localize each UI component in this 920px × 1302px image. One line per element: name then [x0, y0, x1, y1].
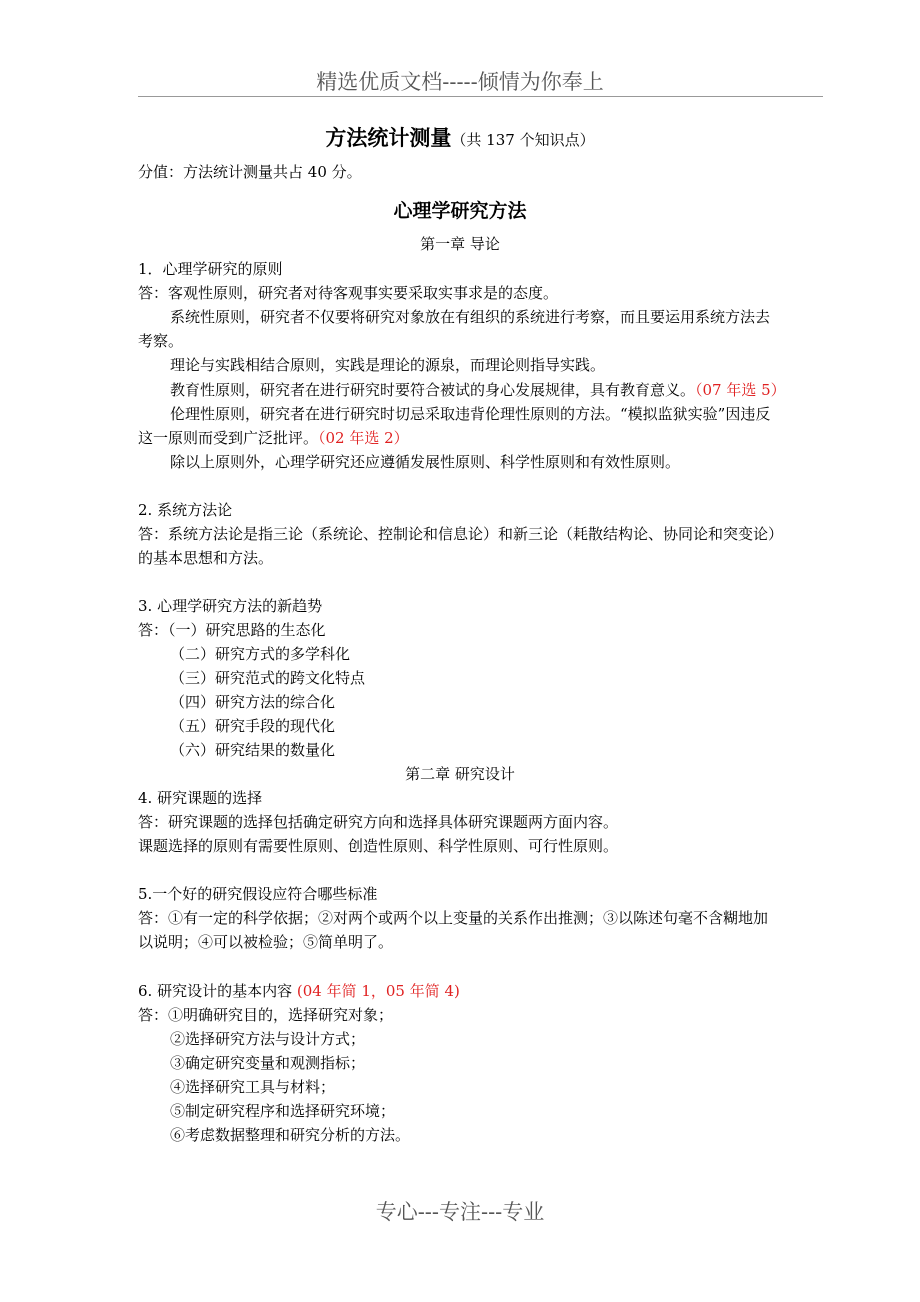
- q1-answer-other: 除以上原则外，心理学研究还应遵循发展性原则、科学性原则和有效性原则。: [170, 453, 681, 471]
- exam-note: （02 年选 2）: [318, 429, 409, 447]
- list-item: ③确定研究变量和观测指标；: [170, 1054, 366, 1072]
- title-main: 方法统计测量: [325, 125, 452, 150]
- q2-title: 2. 系统方法论: [138, 501, 233, 519]
- chapter-1-heading: 第一章 导论: [420, 235, 500, 253]
- q1-educational-text: 教育性原则，研究者在进行研究时要符合被试的身心发展规律，具有教育意义。: [170, 381, 696, 399]
- list-item: （四）研究方法的综合化: [170, 693, 336, 711]
- exam-note: （07 年选 5）: [695, 381, 786, 399]
- header-divider: [138, 96, 823, 97]
- q1-answer-ethical: 伦理性原则，研究者在进行研究时切忌采取违背伦理性原则的方法。“模拟监狱实验”因违反: [170, 405, 771, 423]
- q5-answer: 答：①有一定的科学依据；②对两个或两个以上变量的关系作出推测；③以陈述句毫不含糊地加: [138, 909, 769, 927]
- q2-answer-cont: 的基本思想和方法。: [138, 549, 274, 567]
- list-item: （五）研究手段的现代化: [170, 717, 336, 735]
- q1-answer-ethical-cont: [138, 428, 409, 448]
- score-line: 分值：方法统计测量共占 40 分。: [138, 163, 362, 181]
- q1-answer-objective: 答：客观性原则，研究者对待客观事实要采取实事求是的态度。: [138, 284, 559, 302]
- q1-answer-educational: [170, 380, 786, 400]
- chapter-2-heading: 第二章 研究设计: [405, 765, 515, 783]
- list-item: （三）研究范式的跨文化特点: [170, 669, 366, 687]
- list-item: 答：①明确研究目的，选择研究对象；: [138, 1006, 394, 1024]
- page-footer: 专心---专注---专业: [375, 1200, 545, 1224]
- q1-answer-systemic: 系统性原则，研究者不仅要将研究对象放在有组织的系统进行考察，而且要运用系统方法去: [170, 308, 771, 326]
- q1-title: 1．心理学研究的原则: [138, 260, 283, 278]
- q5-title: 5.一个好的研究假设应符合哪些标准: [138, 885, 378, 903]
- list-item: 答：（一）研究思路的生态化: [138, 621, 326, 639]
- list-item: ⑥考虑数据整理和研究分析的方法。: [170, 1126, 411, 1144]
- list-item: （二）研究方式的多学科化: [170, 645, 351, 663]
- q6-title: [138, 981, 460, 1001]
- q3-title: 3. 心理学研究方法的新趋势: [138, 597, 323, 615]
- page-header: 精选优质文档-----倾情为你奉上: [316, 70, 604, 94]
- list-item: ②选择研究方法与设计方式；: [170, 1030, 366, 1048]
- q1-ethical-text: 这一原则而受到广泛批评。: [138, 429, 319, 447]
- q5-answer-cont: 以说明；④可以被检验；⑤简单明了。: [138, 933, 394, 951]
- list-item: ⑤制定研究程序和选择研究环境；: [170, 1102, 396, 1120]
- q1-answer-theory-practice: 理论与实践相结合原则，实践是理论的源泉，而理论则指导实践。: [170, 356, 606, 374]
- exam-note: (04 年简 1，05 年简 4): [296, 982, 460, 1000]
- q4-title: 4. 研究课题的选择: [138, 789, 263, 807]
- q4-answer-principles: 课题选择的原则有需要性原则、创造性原则、科学性原则、可行性原则。: [138, 837, 619, 855]
- q4-answer: 答：研究课题的选择包括确定研究方向和选择具体研究课题两方面内容。: [138, 813, 619, 831]
- q1-answer-systemic-cont: 考察。: [138, 332, 184, 350]
- section-title: 心理学研究方法: [393, 200, 527, 222]
- q6-title-text: 6. 研究设计的基本内容: [138, 982, 297, 1000]
- document-title: [0, 122, 920, 152]
- list-item: （六）研究结果的数量化: [170, 741, 336, 759]
- q2-answer: 答：系统方法论是指三论（系统论、控制论和信息论）和新三论（耗散结构论、协同论和突变论）: [138, 525, 784, 543]
- list-item: ④选择研究工具与材料；: [170, 1078, 336, 1096]
- title-sub: （共 137 个知识点）: [451, 131, 595, 149]
